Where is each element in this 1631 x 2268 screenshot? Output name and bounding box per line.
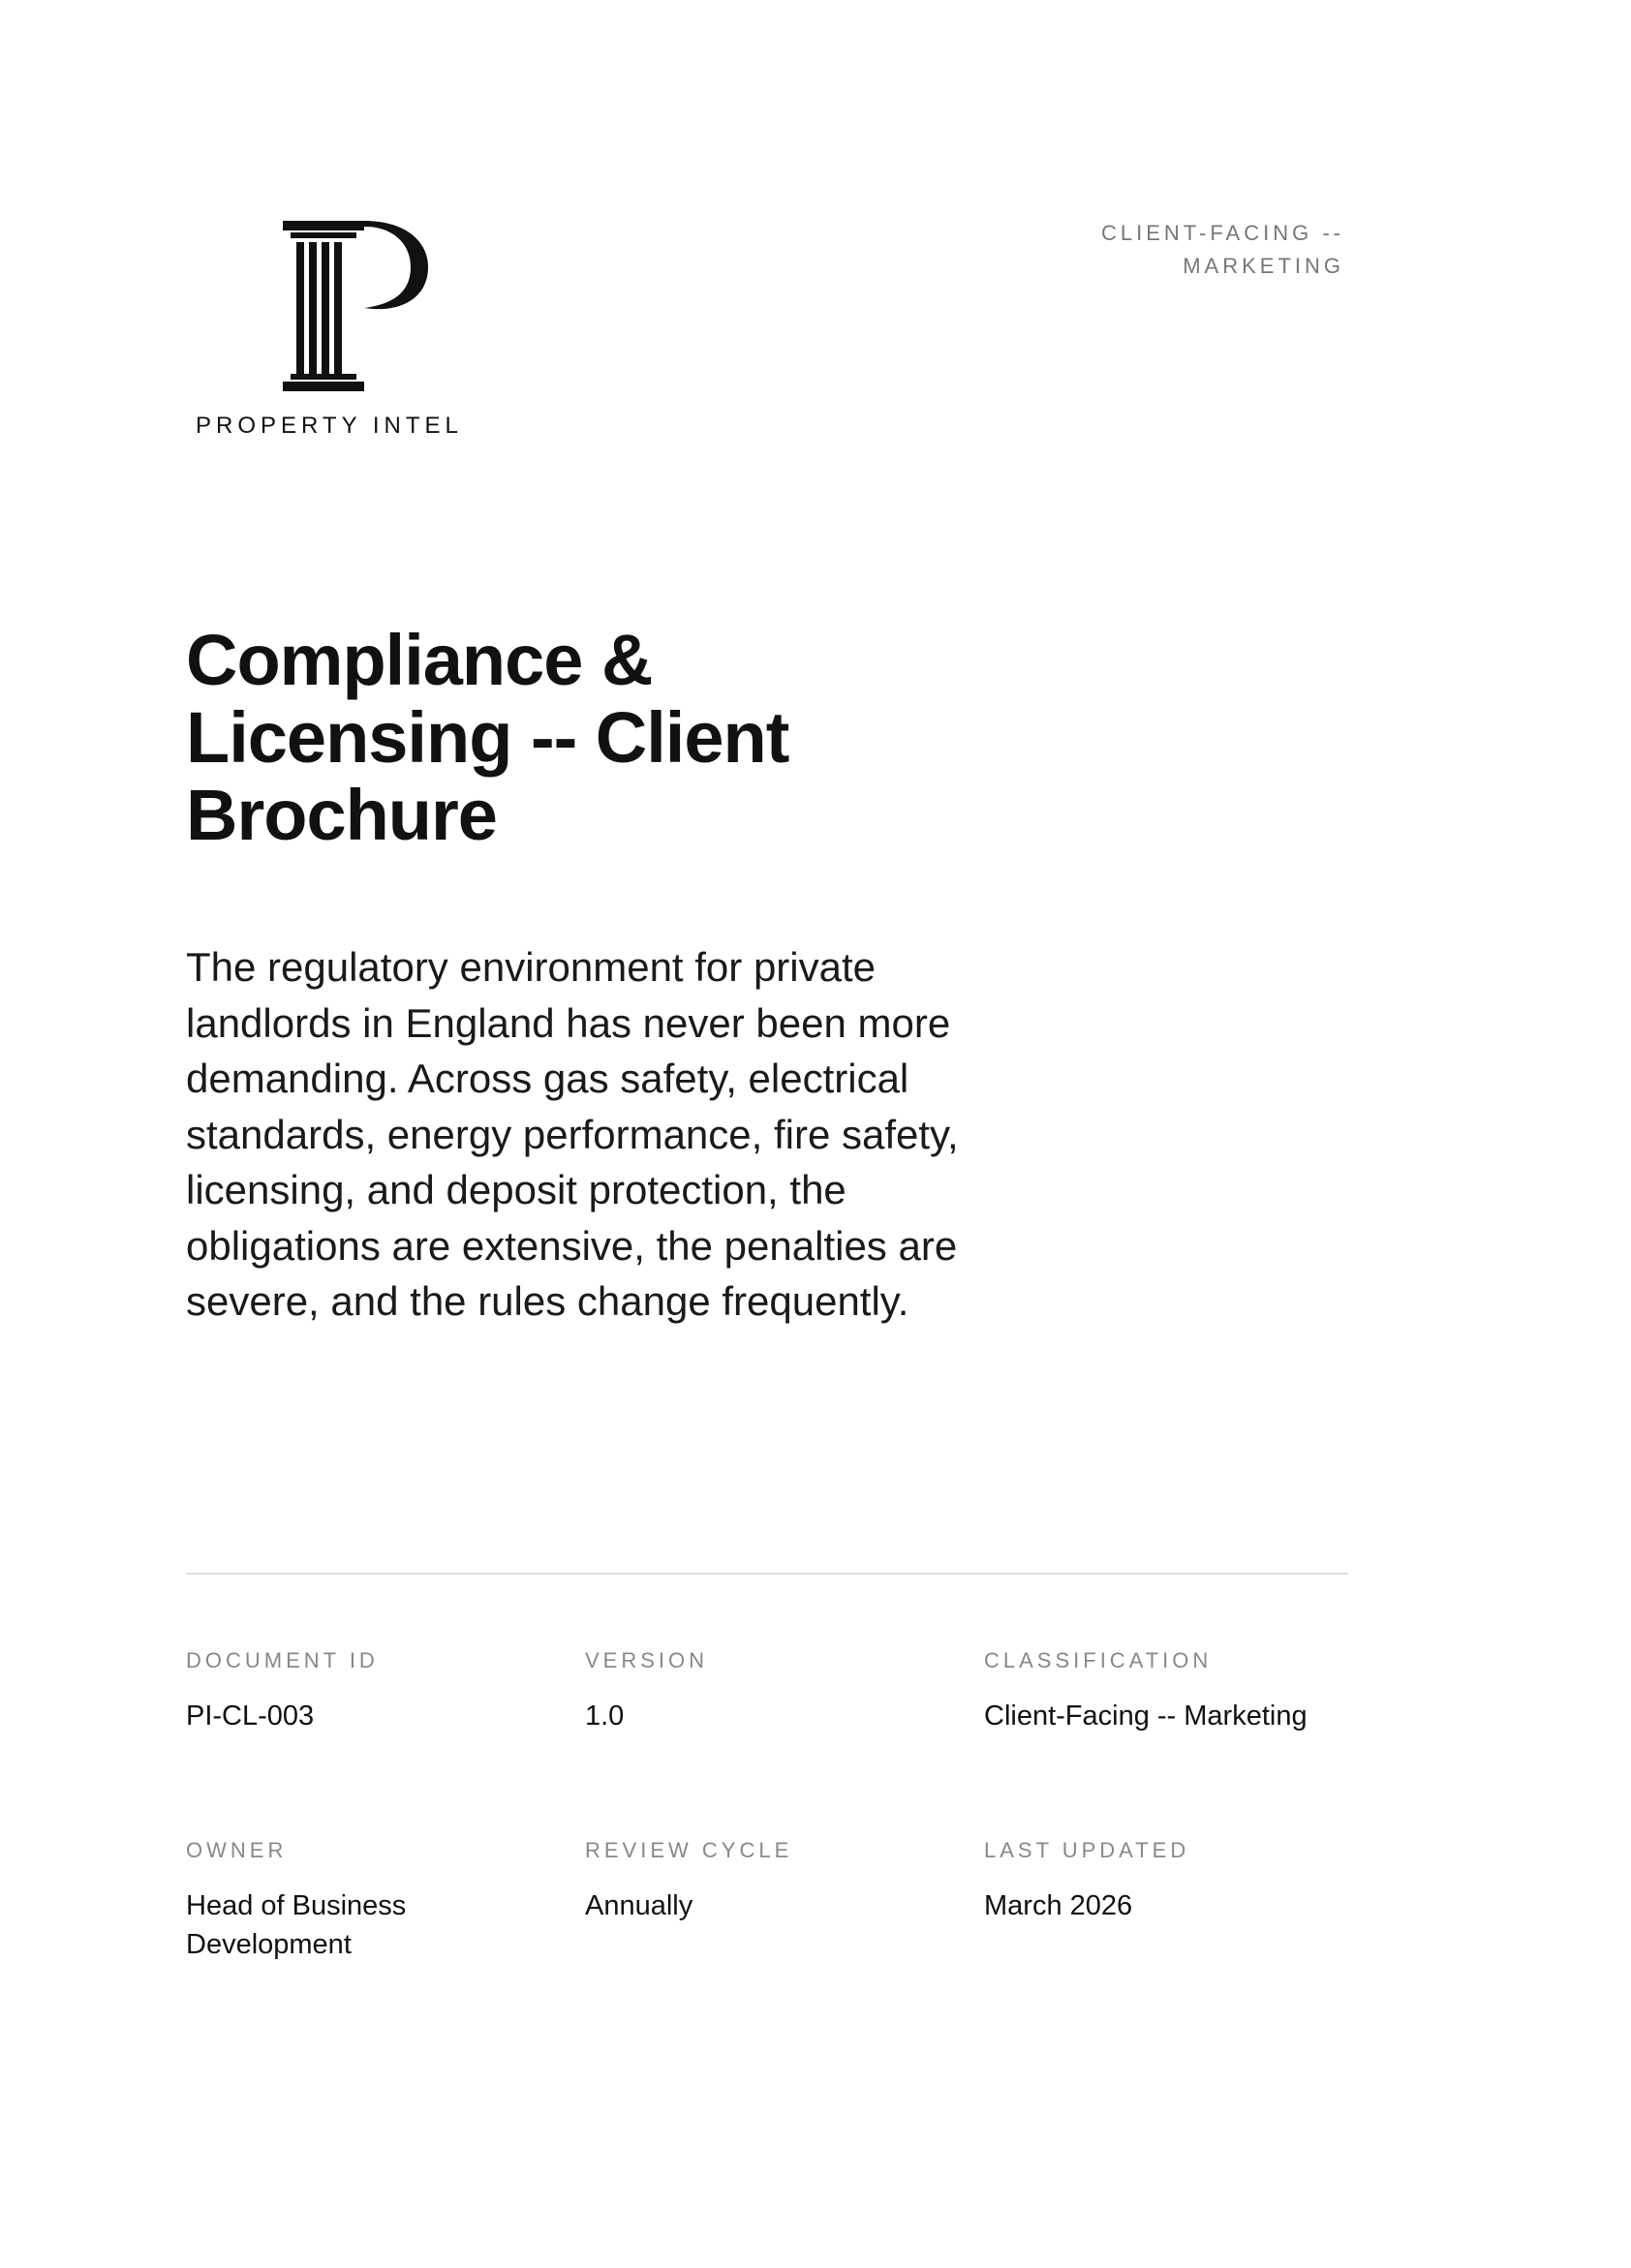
meta-value: Head of Business Development	[186, 1890, 407, 1960]
intro-paragraph: The regulatory environment for private landlords in England has never been more demanding. Across gas safety, electrical standards, energy performance, fire safety, licensing, and deposit protection, the obligations are extensive, the penalties are severe, and the rules change frequently.	[186, 944, 959, 1324]
meta-value: 1.0	[585, 1701, 625, 1732]
meta-document-id	[186, 1646, 554, 1735]
meta-last-updated	[984, 1836, 1352, 1925]
meta-value: March 2026	[984, 1890, 1133, 1921]
meta-value: Annually	[585, 1890, 693, 1921]
meta-value: Client-Facing -- Marketing	[984, 1701, 1308, 1732]
meta-label: CLASSIFICATION	[984, 1648, 1213, 1672]
meta-label: OWNER	[186, 1838, 288, 1862]
meta-review-cycle	[585, 1836, 953, 1925]
header-classification: CLIENT-FACING -- MARKETING	[1100, 221, 1344, 278]
pillar-p-logo-icon	[283, 221, 430, 393]
meta-label: REVIEW CYCLE	[585, 1838, 793, 1862]
company-logo	[190, 221, 463, 453]
meta-label: VERSION	[585, 1648, 709, 1672]
meta-owner	[186, 1836, 554, 1964]
page-title: Compliance & Licensing -- Client Brochure	[186, 620, 789, 855]
meta-label: LAST UPDATED	[984, 1838, 1190, 1862]
section-divider	[186, 1573, 1348, 1575]
meta-classification	[984, 1646, 1352, 1735]
meta-value: PI-CL-003	[186, 1701, 315, 1732]
logo-wordmark: PROPERTY INTEL	[196, 413, 463, 439]
meta-version	[585, 1646, 953, 1735]
meta-label: DOCUMENT ID	[186, 1648, 379, 1672]
